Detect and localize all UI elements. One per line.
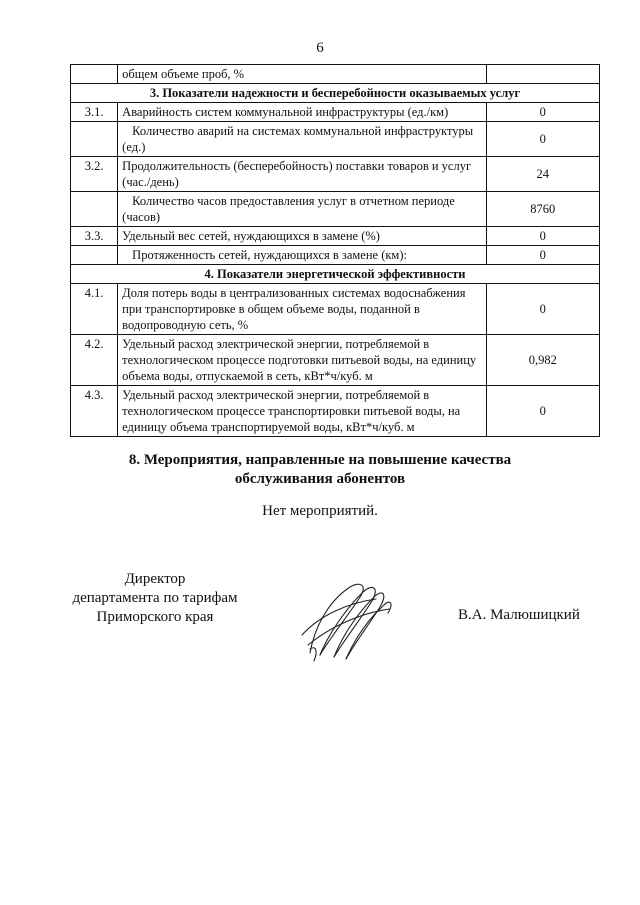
signer-title-line-1: Директор xyxy=(124,571,186,587)
row-value: 0 xyxy=(486,103,599,122)
row-value: 0 xyxy=(486,122,599,157)
section-8-heading xyxy=(0,451,640,489)
table-row xyxy=(71,335,600,386)
section-title: 3. Показатели надежности и бесперебойности оказываемых услуг xyxy=(71,84,600,103)
row-value: 8760 xyxy=(486,192,599,227)
row-description: Количество часов предоставления услуг в отчетном периоде (часов) xyxy=(118,192,486,227)
signer-name: В.А. Малюшицкий xyxy=(458,607,580,623)
row-number: 3.3. xyxy=(71,227,118,246)
indicators-table xyxy=(70,64,600,437)
table-row xyxy=(71,246,600,265)
table-row xyxy=(71,192,600,227)
table-row xyxy=(71,386,600,437)
row-number: 4.2. xyxy=(71,335,118,386)
row-description: Удельный расход электрической энергии, потребляемой в технологическом процессе подготовки питьевой воды, на единицу объема воды, отпускаемой в сеть, кВт*ч/куб. м xyxy=(118,335,486,386)
handwritten-signature xyxy=(290,575,400,665)
row-description: Доля потерь воды в централизованных системах водоснабжения при транспортировке в общем объеме воды, поданной в водопроводную сеть, % xyxy=(118,284,486,335)
table-section-header xyxy=(71,265,600,284)
row-number xyxy=(71,65,118,84)
row-description: Удельный расход электрической энергии, потребляемой в технологическом процессе транспортировки питьевой воды, на единицу объема транспортируемой воды, кВт*ч/куб. м xyxy=(118,386,486,437)
signer-title-line-3: Приморского края xyxy=(96,609,214,625)
table-row xyxy=(71,122,600,157)
row-description: Удельный вес сетей, нуждающихся в замене (%) xyxy=(118,227,486,246)
row-number: 3.2. xyxy=(71,157,118,192)
row-value xyxy=(486,65,599,84)
row-description: Продолжительность (бесперебойность) поставки товаров и услуг (час./день) xyxy=(118,157,486,192)
signer-title xyxy=(60,570,250,627)
section-8-heading-line-2: обслуживания абонентов xyxy=(234,471,406,487)
page-number: 6 xyxy=(316,40,324,56)
table-row xyxy=(71,227,600,246)
table-row xyxy=(71,157,600,192)
table-section-header xyxy=(71,84,600,103)
section-8-body: Нет мероприятий. xyxy=(262,503,378,519)
row-description: Протяженность сетей, нуждающихся в замене (км): xyxy=(118,246,486,265)
indicators-table-body xyxy=(71,65,600,437)
row-value: 0 xyxy=(486,227,599,246)
row-number: 4.1. xyxy=(71,284,118,335)
row-number: 3.1. xyxy=(71,103,118,122)
row-number xyxy=(71,122,118,157)
row-description: Количество аварий на системах коммунальной инфраструктуры (ед.) xyxy=(118,122,486,157)
section-8-heading-line-1: 8. Мероприятия, направленные на повышение качества xyxy=(128,452,512,468)
table-row xyxy=(71,284,600,335)
row-number xyxy=(71,192,118,227)
section-title: 4. Показатели энергетической эффективности xyxy=(71,265,600,284)
row-value: 0 xyxy=(486,246,599,265)
row-value: 24 xyxy=(486,157,599,192)
signer-title-line-2: департамента по тарифам xyxy=(72,590,238,606)
row-description: Аварийность систем коммунальной инфраструктуры (ед./км) xyxy=(118,103,486,122)
row-value: 0 xyxy=(486,386,599,437)
row-number xyxy=(71,246,118,265)
row-value: 0,982 xyxy=(486,335,599,386)
row-number: 4.3. xyxy=(71,386,118,437)
row-description: общем объеме проб, % xyxy=(118,65,486,84)
table-row xyxy=(71,103,600,122)
table-row xyxy=(71,65,600,84)
row-value: 0 xyxy=(486,284,599,335)
